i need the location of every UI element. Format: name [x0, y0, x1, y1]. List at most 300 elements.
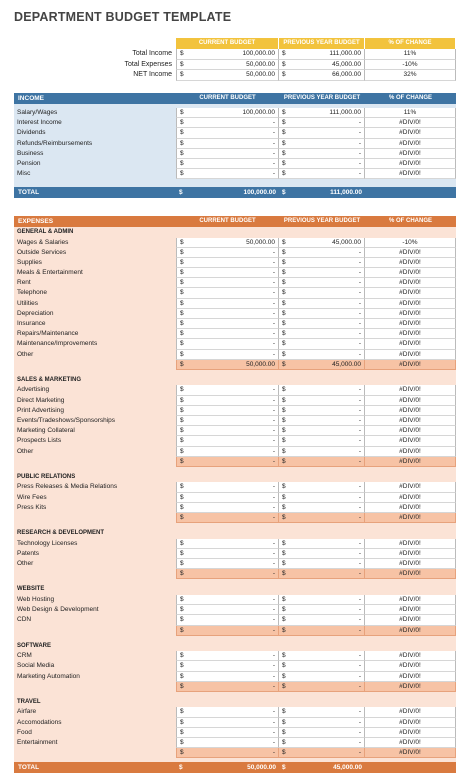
pct-change-cell[interactable] — [365, 70, 456, 81]
previous-budget-cell[interactable] — [279, 258, 365, 268]
pct-change-cell[interactable] — [365, 447, 456, 457]
col-pct-change: % OF CHANGE — [365, 38, 456, 49]
currency-symbol: $ — [180, 309, 184, 317]
pct-change-cell[interactable] — [365, 319, 456, 329]
previous-budget-cell[interactable] — [279, 595, 365, 605]
pct-change-cell[interactable] — [365, 149, 456, 159]
pct-change-cell[interactable] — [365, 385, 456, 395]
pct-change-cell[interactable] — [365, 595, 456, 605]
pct-change-cell-value: #DIV/0! — [399, 483, 421, 491]
pct-change-cell[interactable] — [365, 707, 456, 717]
current-budget-cell[interactable] — [176, 128, 279, 138]
previous-budget-cell[interactable] — [279, 149, 365, 159]
pct-change-cell[interactable] — [365, 159, 456, 169]
row-label: Wire Fees — [17, 493, 47, 501]
pct-change-cell-value: #DIV/0! — [399, 457, 421, 465]
previous-budget-cell[interactable] — [279, 396, 365, 406]
pct-change-cell[interactable] — [365, 651, 456, 661]
currency-symbol: $ — [282, 549, 286, 557]
current-budget-cell-value: - — [272, 626, 275, 634]
previous-budget-cell[interactable] — [279, 70, 365, 81]
current-budget-cell[interactable] — [176, 569, 279, 579]
previous-budget-cell[interactable] — [279, 339, 365, 349]
pct-change-cell[interactable] — [365, 569, 456, 579]
current-budget-cell[interactable] — [176, 108, 279, 118]
previous-budget-cell[interactable] — [279, 329, 365, 339]
previous-budget-cell[interactable] — [279, 360, 365, 370]
previous-budget-cell[interactable] — [279, 738, 365, 748]
currency-symbol: $ — [180, 406, 184, 414]
pct-change-cell[interactable] — [365, 493, 456, 503]
pct-change-cell[interactable] — [365, 60, 456, 71]
expense-row — [14, 549, 456, 559]
current-budget-cell[interactable] — [176, 718, 279, 728]
current-budget-cell[interactable] — [176, 169, 279, 179]
pct-change-cell-value: #DIV/0! — [399, 149, 421, 157]
pct-change-cell[interactable] — [365, 457, 456, 467]
current-budget-cell[interactable] — [176, 595, 279, 605]
current-budget-cell[interactable] — [176, 238, 279, 248]
current-budget-cell[interactable] — [176, 258, 279, 268]
pct-change-cell[interactable] — [365, 682, 456, 692]
row-label — [14, 513, 176, 523]
currency-symbol: $ — [180, 549, 184, 557]
current-budget-cell-value: - — [272, 258, 275, 266]
pct-change-cell[interactable] — [365, 482, 456, 492]
current-budget-cell[interactable] — [176, 549, 279, 559]
pct-change-cell[interactable] — [365, 238, 456, 248]
previous-budget-cell-value: - — [358, 672, 361, 680]
previous-budget-cell[interactable] — [279, 682, 365, 692]
current-budget-cell-value: - — [272, 269, 275, 277]
previous-budget-cell-value: - — [358, 427, 361, 435]
current-budget-cell[interactable] — [176, 436, 279, 446]
row-label: Prospects Lists — [17, 437, 62, 445]
currency-symbol: $ — [282, 396, 286, 404]
currency-symbol: $ — [180, 396, 184, 404]
pct-change-cell[interactable] — [365, 128, 456, 138]
pct-change-cell[interactable] — [365, 661, 456, 671]
currency-symbol: $ — [282, 483, 286, 491]
current-budget-cell[interactable] — [176, 319, 279, 329]
expenses-col-pct: % OF CHANGE — [388, 218, 432, 224]
previous-budget-cell[interactable] — [279, 248, 365, 258]
currency-symbol: $ — [282, 616, 286, 624]
pct-change-cell[interactable] — [365, 309, 456, 319]
current-budget-cell[interactable] — [176, 447, 279, 457]
pct-change-cell-value: #DIV/0! — [399, 299, 421, 307]
currency-symbol: $ — [180, 560, 184, 568]
expenses-rows — [14, 227, 456, 762]
previous-budget-cell[interactable] — [279, 319, 365, 329]
previous-budget-cell[interactable] — [279, 49, 365, 60]
current-budget-cell[interactable] — [176, 118, 279, 128]
pct-change-cell[interactable] — [365, 108, 456, 118]
previous-budget-cell[interactable] — [279, 139, 365, 149]
pct-change-cell[interactable] — [365, 672, 456, 682]
previous-budget-cell[interactable] — [279, 493, 365, 503]
current-budget-cell[interactable] — [176, 559, 279, 569]
row-label: Business — [17, 149, 44, 157]
previous-budget-cell[interactable] — [279, 549, 365, 559]
previous-budget-cell[interactable] — [279, 238, 365, 248]
pct-change-cell[interactable] — [365, 49, 456, 60]
current-budget-cell[interactable] — [176, 513, 279, 523]
current-budget-cell[interactable] — [176, 615, 279, 625]
pct-change-cell[interactable] — [365, 436, 456, 446]
currency-symbol: $ — [180, 493, 184, 501]
previous-budget-cell-value: - — [358, 549, 361, 557]
pct-change-cell[interactable] — [365, 549, 456, 559]
row-label: Maintenance/Improvements — [17, 340, 98, 348]
expense-row — [14, 447, 456, 457]
currency-symbol: $ — [180, 386, 184, 394]
currency-symbol: $ — [180, 299, 184, 307]
currency-symbol: $ — [180, 739, 184, 746]
current-budget-cell[interactable] — [176, 385, 279, 395]
previous-budget-cell[interactable] — [279, 288, 365, 298]
currency-symbol: $ — [180, 652, 184, 660]
pct-change-cell[interactable] — [365, 416, 456, 426]
current-budget-cell-value: - — [272, 708, 275, 716]
currency-symbol: $ — [282, 539, 286, 547]
currency-symbol: $ — [282, 258, 286, 266]
expense-row — [14, 559, 456, 569]
summary-row — [14, 70, 456, 81]
previous-budget-cell[interactable] — [279, 416, 365, 426]
current-budget-cell-value: - — [272, 739, 275, 746]
previous-budget-cell[interactable] — [279, 406, 365, 416]
current-budget-cell[interactable] — [176, 651, 279, 661]
current-budget-cell[interactable] — [176, 288, 279, 298]
current-budget-cell[interactable] — [176, 60, 279, 71]
previous-budget-cell[interactable] — [279, 651, 365, 661]
row-label: Advertising — [17, 386, 50, 394]
pct-change-cell[interactable] — [365, 339, 456, 349]
currency-symbol: $ — [180, 626, 184, 634]
current-budget-cell[interactable] — [176, 70, 279, 81]
current-budget-cell[interactable] — [176, 268, 279, 278]
current-budget-cell[interactable] — [176, 329, 279, 339]
currency-symbol: $ — [282, 119, 286, 127]
row-label — [14, 569, 176, 579]
current-budget-cell[interactable] — [176, 426, 279, 436]
previous-budget-cell-value: - — [358, 299, 361, 307]
currency-symbol: $ — [282, 560, 286, 568]
currency-symbol: $ — [282, 606, 286, 614]
current-budget-cell[interactable] — [176, 707, 279, 717]
previous-budget-cell-value: - — [358, 309, 361, 317]
previous-budget-cell[interactable] — [279, 278, 365, 288]
pct-change-cell-value: #DIV/0! — [399, 289, 421, 297]
row-label: Press Kits — [17, 503, 47, 511]
pct-change-cell[interactable] — [365, 278, 456, 288]
previous-budget-cell[interactable] — [279, 60, 365, 71]
pct-change-cell[interactable] — [365, 513, 456, 523]
currency-symbol: $ — [282, 309, 286, 317]
pct-change-cell[interactable] — [365, 118, 456, 128]
previous-budget-cell-value: - — [358, 258, 361, 266]
previous-budget-cell[interactable] — [279, 436, 365, 446]
current-budget-cell[interactable] — [176, 738, 279, 748]
currency-symbol: $ — [282, 248, 286, 256]
pct-change-cell[interactable] — [365, 406, 456, 416]
pct-change-cell-value: #DIV/0! — [399, 560, 421, 568]
pct-change-cell-value: #DIV/0! — [399, 514, 421, 521]
pct-change-cell[interactable] — [365, 396, 456, 406]
expenses-col-previous: PREVIOUS YEAR BUDGET — [283, 218, 361, 224]
previous-budget-cell-value: - — [358, 248, 361, 256]
current-budget-cell[interactable] — [176, 457, 279, 467]
current-budget-cell[interactable] — [176, 396, 279, 406]
pct-change-cell[interactable] — [365, 748, 456, 758]
currency-symbol: $ — [180, 60, 184, 68]
currency-symbol: $ — [282, 269, 286, 277]
row-label: Airfare — [17, 708, 37, 716]
pct-change-cell[interactable] — [365, 350, 456, 360]
pct-change-cell[interactable] — [365, 139, 456, 149]
pct-change-cell[interactable] — [365, 329, 456, 339]
current-budget-cell-value: - — [272, 139, 275, 147]
previous-budget-cell-value: - — [358, 417, 361, 424]
pct-change-cell[interactable] — [365, 559, 456, 569]
previous-budget-cell[interactable] — [279, 385, 365, 395]
previous-budget-cell[interactable] — [279, 748, 365, 758]
previous-budget-cell[interactable] — [279, 118, 365, 128]
current-budget-cell[interactable] — [176, 406, 279, 416]
current-budget-cell[interactable] — [176, 299, 279, 309]
current-budget-cell[interactable] — [176, 309, 279, 319]
expense-row — [14, 738, 456, 748]
current-budget-cell[interactable] — [176, 350, 279, 360]
expense-row — [14, 672, 456, 682]
currency-symbol: $ — [180, 417, 184, 424]
previous-budget-cell[interactable] — [279, 447, 365, 457]
row-label: Direct Marketing — [17, 396, 65, 404]
pct-change-cell[interactable] — [365, 288, 456, 298]
currency-symbol: $ — [282, 749, 286, 757]
pct-change-cell[interactable] — [365, 299, 456, 309]
pct-change-cell-value: #DIV/0! — [399, 672, 421, 680]
current-budget-cell-value: - — [272, 503, 275, 511]
pct-change-cell[interactable] — [365, 605, 456, 615]
currency-symbol: $ — [282, 595, 286, 603]
current-budget-cell-value: - — [272, 340, 275, 348]
pct-change-cell-value: #DIV/0! — [399, 708, 421, 716]
currency-symbol: $ — [282, 279, 286, 287]
previous-budget-cell-value: - — [358, 483, 361, 491]
expense-row — [14, 416, 456, 426]
current-budget-cell[interactable] — [176, 682, 279, 692]
row-label: Other — [17, 447, 34, 455]
current-budget-cell[interactable] — [176, 159, 279, 169]
current-budget-cell[interactable] — [176, 49, 279, 60]
previous-budget-cell[interactable] — [279, 159, 365, 169]
row-label — [14, 626, 176, 636]
previous-budget-cell-value: - — [358, 708, 361, 716]
expense-row — [14, 268, 456, 278]
currency-symbol: $ — [180, 340, 184, 348]
expenses-col-current: CURRENT BUDGET — [199, 218, 256, 224]
expense-row — [14, 539, 456, 549]
current-budget-cell[interactable] — [176, 248, 279, 258]
pct-change-cell[interactable] — [365, 539, 456, 549]
currency-symbol: $ — [180, 170, 184, 178]
previous-budget-cell-value: - — [358, 616, 361, 624]
row-label — [14, 682, 176, 692]
previous-budget-cell[interactable] — [279, 539, 365, 549]
pct-change-cell[interactable] — [365, 360, 456, 370]
income-row — [14, 159, 456, 169]
currency-symbol: $ — [180, 503, 184, 511]
previous-budget-cell[interactable] — [279, 728, 365, 738]
pct-change-cell[interactable] — [365, 615, 456, 625]
current-budget-cell[interactable] — [176, 605, 279, 615]
previous-budget-cell[interactable] — [279, 626, 365, 636]
previous-budget-cell-value: - — [358, 396, 361, 404]
pct-change-cell[interactable] — [365, 258, 456, 268]
expense-row — [14, 728, 456, 738]
current-budget-cell-value: 100,000.00 — [242, 109, 275, 116]
currency-symbol: $ — [282, 447, 286, 455]
currency-symbol: $ — [282, 417, 286, 424]
currency-symbol: $ — [282, 360, 286, 368]
pct-change-cell[interactable] — [365, 718, 456, 728]
current-budget-cell[interactable] — [176, 626, 279, 636]
currency-symbol: $ — [180, 159, 184, 167]
previous-budget-cell[interactable] — [279, 707, 365, 717]
currency-symbol: $ — [180, 595, 184, 603]
summary-row — [14, 49, 456, 60]
pct-change-cell-value: #DIV/0! — [399, 662, 421, 670]
row-label: Other — [17, 560, 34, 568]
previous-budget-cell-value: - — [358, 350, 361, 358]
current-budget-cell[interactable] — [176, 360, 279, 370]
expense-group-title: SOFTWARE — [17, 642, 51, 649]
currency-symbol: $ — [180, 350, 184, 358]
current-budget-cell[interactable] — [176, 139, 279, 149]
previous-budget-cell[interactable] — [279, 268, 365, 278]
previous-budget-cell[interactable] — [279, 169, 365, 179]
currency-symbol: $ — [282, 662, 286, 670]
current-budget-cell[interactable] — [176, 493, 279, 503]
previous-budget-cell[interactable] — [279, 457, 365, 467]
current-budget-cell-value: - — [272, 119, 275, 127]
expense-row — [14, 595, 456, 605]
previous-budget-cell[interactable] — [279, 482, 365, 492]
pct-change-cell[interactable] — [365, 503, 456, 513]
previous-budget-cell[interactable] — [279, 503, 365, 513]
previous-budget-cell-value: - — [358, 560, 361, 568]
row-label: Marketing Automation — [17, 672, 80, 680]
previous-budget-cell-value: - — [358, 514, 361, 521]
current-budget-cell-value: - — [272, 682, 275, 690]
income-total-current — [176, 187, 279, 198]
previous-budget-cell-value: - — [358, 330, 361, 338]
previous-budget-cell[interactable] — [279, 309, 365, 319]
previous-budget-cell[interactable] — [279, 426, 365, 436]
pct-change-cell-value: #DIV/0! — [399, 360, 421, 368]
current-budget-cell[interactable] — [176, 748, 279, 758]
current-budget-cell[interactable] — [176, 728, 279, 738]
expense-group-title: SALES & MARKETING — [17, 376, 82, 383]
previous-budget-cell[interactable] — [279, 128, 365, 138]
pct-change-cell-value: #DIV/0! — [399, 159, 421, 167]
currency-symbol: $ — [282, 514, 286, 521]
current-budget-cell[interactable] — [176, 672, 279, 682]
current-budget-cell[interactable] — [176, 539, 279, 549]
pct-change-cell[interactable] — [365, 268, 456, 278]
currency-symbol: $ — [180, 514, 184, 521]
currency-symbol: $ — [180, 50, 184, 57]
current-budget-cell[interactable] — [176, 503, 279, 513]
current-budget-cell-value: - — [272, 570, 275, 578]
previous-budget-cell-value: - — [358, 539, 361, 547]
pct-change-cell[interactable] — [365, 728, 456, 738]
expenses-total-previous — [279, 762, 365, 773]
previous-budget-cell-value: 45,000.00 — [332, 360, 361, 368]
current-budget-cell[interactable] — [176, 661, 279, 671]
current-budget-cell[interactable] — [176, 482, 279, 492]
previous-budget-cell[interactable] — [279, 513, 365, 523]
previous-budget-cell[interactable] — [279, 559, 365, 569]
pct-change-cell-value: #DIV/0! — [399, 258, 421, 266]
currency-symbol: $ — [180, 483, 184, 491]
previous-budget-cell[interactable] — [279, 108, 365, 118]
row-label: Technology Licenses — [17, 539, 78, 547]
previous-budget-cell[interactable] — [279, 615, 365, 625]
pct-change-cell[interactable] — [365, 738, 456, 748]
currency-symbol: $ — [282, 503, 286, 511]
expense-row — [14, 309, 456, 319]
previous-budget-cell[interactable] — [279, 605, 365, 615]
current-budget-cell[interactable] — [176, 339, 279, 349]
currency-symbol: $ — [282, 708, 286, 716]
income-total-pct — [365, 187, 456, 198]
row-label: CDN — [17, 616, 32, 624]
expense-subtotal-row — [14, 626, 456, 636]
pct-change-cell-value: #DIV/0! — [399, 626, 421, 634]
current-budget-cell[interactable] — [176, 278, 279, 288]
pct-change-cell[interactable] — [365, 626, 456, 636]
currency-symbol: $ — [180, 238, 184, 246]
previous-budget-cell[interactable] — [279, 661, 365, 671]
expense-group-title: TRAVEL — [17, 698, 41, 705]
pct-change-cell[interactable] — [365, 426, 456, 436]
current-budget-cell[interactable] — [176, 416, 279, 426]
previous-budget-cell[interactable] — [279, 299, 365, 309]
previous-budget-cell-value: - — [358, 279, 361, 287]
previous-budget-cell-value: - — [358, 626, 361, 634]
current-budget-cell-value: - — [272, 652, 275, 660]
currency-symbol: $ — [179, 764, 183, 772]
pct-change-cell[interactable] — [365, 248, 456, 258]
previous-budget-cell[interactable] — [279, 672, 365, 682]
current-budget-cell-value: - — [272, 396, 275, 404]
currency-symbol: $ — [180, 279, 184, 287]
summary-header — [14, 38, 456, 49]
expense-row — [14, 426, 456, 436]
current-budget-cell[interactable] — [176, 149, 279, 159]
previous-budget-cell[interactable] — [279, 569, 365, 579]
expense-row — [14, 385, 456, 395]
previous-budget-cell[interactable] — [279, 350, 365, 360]
pct-change-cell[interactable] — [365, 169, 456, 179]
pct-change-cell-value: #DIV/0! — [399, 427, 421, 435]
currency-symbol: $ — [180, 269, 184, 277]
previous-budget-cell[interactable] — [279, 718, 365, 728]
currency-symbol: $ — [282, 652, 286, 660]
